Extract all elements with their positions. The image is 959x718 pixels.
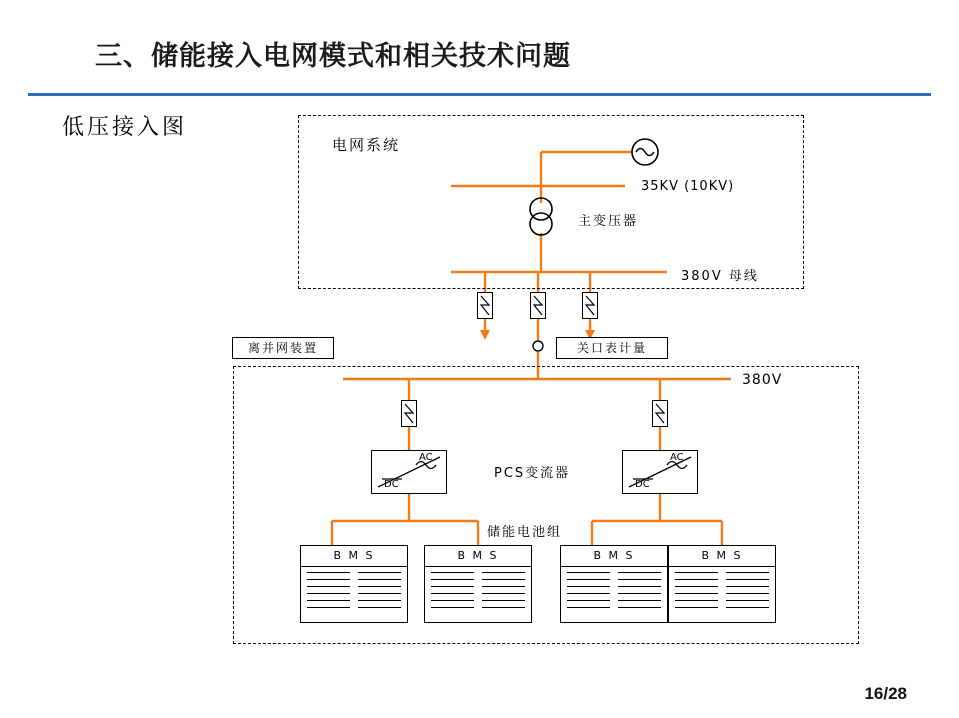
page-number: 16/28	[864, 684, 907, 703]
bms-rack-1	[300, 545, 408, 623]
offgrid-device-box: 离并网装置	[232, 337, 334, 359]
bms-rack-2	[424, 545, 532, 623]
breaker-1	[477, 292, 493, 319]
pcs-converter-right	[622, 450, 698, 494]
pcs-dc-label: DC	[384, 479, 399, 490]
bms-label: B M S	[425, 546, 531, 567]
pcs-dc-label: DC	[635, 479, 650, 490]
bms-cells	[669, 567, 775, 625]
breaker-2	[530, 292, 546, 319]
gateway-meter-box: 关口表计量	[556, 337, 668, 359]
breaker-3	[582, 292, 598, 319]
bms-cells	[301, 567, 407, 625]
bms-cells	[561, 567, 667, 625]
bms-rack-3	[560, 545, 668, 623]
label-380v-bus: 380V 母线	[681, 269, 759, 284]
label-battery-group: 储能电池组	[487, 525, 563, 540]
bms-label: B M S	[301, 546, 407, 567]
pcs-ac-label: AC	[670, 452, 684, 463]
bms-cells	[425, 567, 531, 625]
page-title: 三、储能接入电网模式和相关技术问题	[95, 41, 571, 71]
bms-rack-4	[668, 545, 776, 623]
label-main-transformer: 主变压器	[578, 214, 639, 229]
pcs-converter-left	[371, 450, 447, 494]
label-pcs: PCS变流器	[494, 466, 571, 481]
label-35kv: 35KV (10KV)	[641, 179, 735, 194]
label-grid-system: 电网系统	[332, 136, 401, 154]
diagram-caption: 低压接入图	[62, 115, 188, 140]
breaker-4	[401, 400, 417, 427]
breaker-5	[652, 400, 668, 427]
bms-label: B M S	[561, 546, 667, 567]
label-380v-lower: 380V	[742, 372, 783, 388]
bms-label: B M S	[669, 546, 775, 567]
pcs-ac-label: AC	[419, 452, 433, 463]
